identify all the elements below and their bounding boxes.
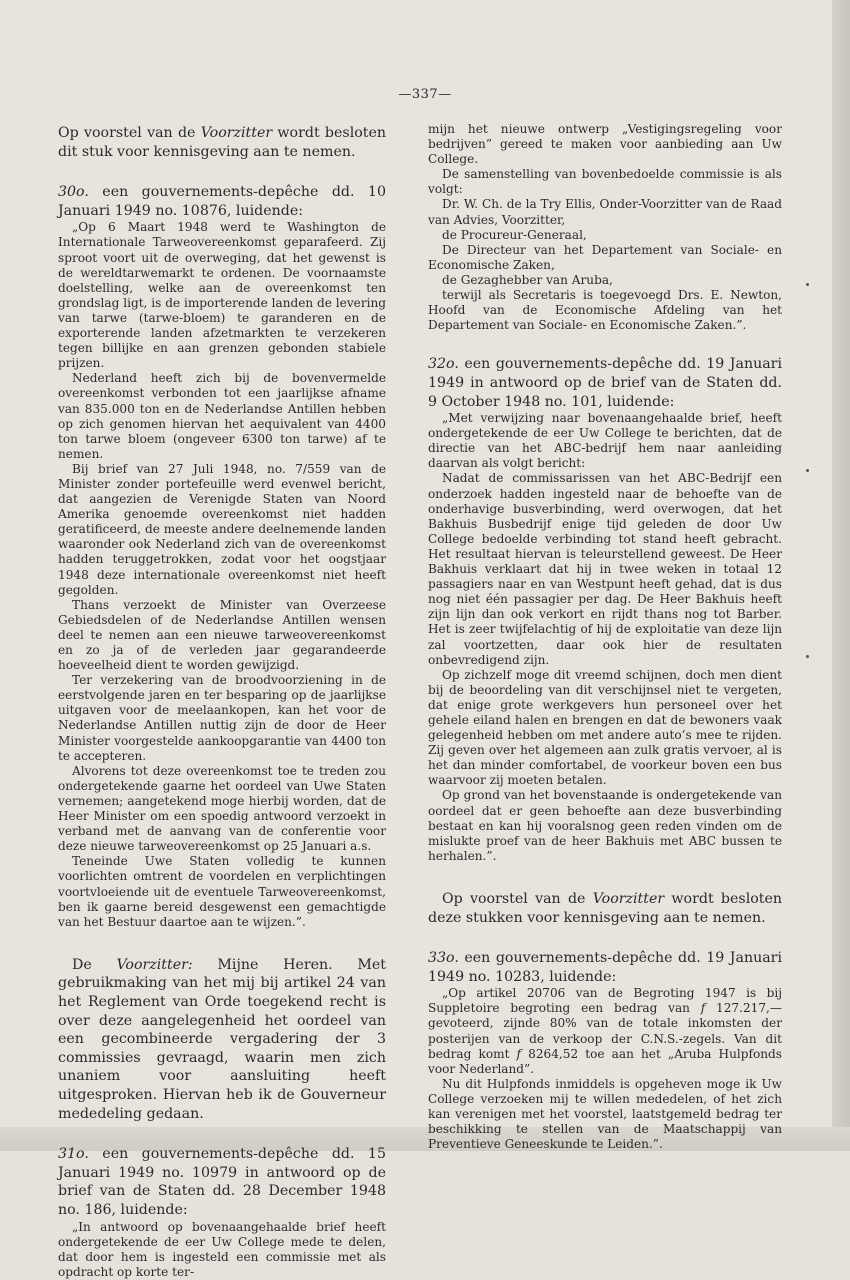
left-paragraph-9: Teneinde Uwe Staten volledig te kunnen voorlichten omtrent de voordelen en verplichtingen voortvloeiende uit de eventuele Tarweovereenkomst, ben ik gaarne bereid desgewenst een gemachtigde van het Bestuur daartoe aan te wijzen.”.: [58, 854, 386, 929]
left-paragraph-7: Ter verzekering van de broodvoorziening in de eerstvolgende jaren en ter besparing op de jaarlijkse uitgaven voor de meelaankopen, kan het voor de Nederlandse Antillen nuttig zijn de door de Heer Minister voorgestelde aankoopgarantie van 4400 ton te accepteren.: [58, 673, 386, 763]
right-paragraph-7: terwijl als Secretaris is toegevoegd Drs. E. Newton, Hoofd van de Economische Afdeling van het Departement van Sociale- en Economische Zaken.”.: [428, 288, 782, 333]
left-paragraph-8: Alvorens tot deze overeenkomst toe te treden zou ondergetekende gaarne het oordeel van Uwe Staten vernemen; aangetekend moge hierbij worden, dat de Heer Minister om een spoedig antwoord verzoekt in verband met de aanvang van de conferentie voor deze nieuwe tarweovereenkomst op 25 Januari a.s.: [58, 763, 386, 854]
speck-mark: [806, 469, 809, 472]
right-paragraph-6: de Gezaghebber van Aruba,: [442, 272, 613, 287]
left-paragraph-4: Nederland heeft zich bij de bovenvermelde overeenkomst verbonden tot een jaarlijkse afname van 835.000 ton en de Nederlandse Antillen hebben op zich genomen hiervan het aequivalent van 4400 ton tarwe bloem (ongeveer 6300 ton tarwe) af te nemen.: [58, 371, 386, 461]
right-paragraph-12: Op grond van het bovenstaande is ondergetekende van oordeel dat er geen behoefte aan deze busverbinding bestaat en kan hij vooralsnog geen reden vinden om de mislukte proef van de heer Bakhuis met ABC bussen te herhalen.”.: [428, 788, 782, 863]
speck-mark: [806, 655, 809, 658]
left-paragraph-11: 31o. een gouvernements-depêche dd. 15 Januari 1949 no. 10979 in antwoord op de brief van de Staten dd. 28 December 1948 no. 186, luidende:: [58, 1146, 386, 1218]
left-paragraph-3: „Op 6 Maart 1948 werd te Washington de Internationale Tarweovereenkomst geparafeerd. Zij sproot voort uit de overweging, dat het gewenst is de wereldtarwemarkt te ordenen. De voornaamste doelstelling, welke aan de overeenkomst ten grondslag ligt, is de importerende landen de levering van tarwe (tarwe-bloem) te garanderen en de exporterende landen afzetmarkten te verzekeren tegen billijke en aan grenzen gebonden stabiele prijzen.: [58, 220, 386, 371]
left-paragraph-10: De Voorzitter: Mijne Heren. Met gebruikmaking van het mij bij artikel 24 van het Reglement van Orde toegekend recht is over deze aangelegenheid het oordeel van een gecombineerde vergadering der 3 commissies gevraagd, waarin men zich unaniem voor aansluiting heeft uitgesproken. Hiervan heb ik de Gouverneur mededeling gedaan.: [58, 956, 387, 1122]
left-paragraph-12: „In antwoord op bovenaangehaalde brief heeft ondergetekende de eer Uw College mede te delen, dat door hem is ingesteld een commissie met als opdracht op korte ter-: [58, 1219, 386, 1279]
left-column: [58, 124, 386, 1280]
page-edge-shadow: [832, 0, 850, 1151]
speck-mark: [806, 283, 809, 286]
left-paragraph-6: Thans verzoekt de Minister van Overzeese Gebiedsdelen of de Nederlandse Antillen wensen deel te nemen aan een nieuwe tarweovereenkomst en zo ja of de verleden jaar gegarandeerde hoeveelheid dient te worden gewijzigd.: [58, 597, 386, 673]
right-paragraph-16: Nu dit Hulpfonds inmiddels is opgeheven moge ik Uw College verzoeken mij te willen mededelen, of het zich kan verenigen met het voorstel, laatstgemeld bedrag ter beschikking te stellen van de Maatschappij van Preventieve Geneeskunde te Leiden.”.: [428, 1076, 782, 1152]
left-paragraph-5: Bij brief van 27 Juli 1948, no. 7/559 van de Minister zonder portefeuille werd evenwel bericht, dat aangezien de Verenigde Staten van Noord Amerika genoemde overeenkomst niet hadden geratificeerd, de meeste andere deelnemende landen waaronder ook Nederland zich van de overeenkomst hadden teruggetrokken, zodat voor het oogstjaar 1948 deze internationale overeenkomst niet heeft gegolden.: [58, 461, 386, 597]
right-paragraph-13: Op voorstel van de Voorzitter wordt besloten deze stukken voor kennisgeving aan te nemen.: [428, 890, 783, 926]
right-paragraph-8: 32o. een gouvernements-depêche dd. 19 Januari 1949 in antwoord op de brief van de Staten dd. 9 October 1948 no. 101, luidende:: [428, 356, 782, 410]
right-paragraph-4: de Procureur-Generaal,: [442, 227, 587, 242]
right-column: [428, 122, 782, 1152]
right-paragraph-15: „Op artikel 20706 van de Begroting 1947 is bij Suppletoire begroting een bedrag van f 127.217,— gevoteerd, zijnde 80% van de totale inkomsten der posterijen van de verkoop der C.N.S.-zegels. Van dit bedrag komt f 8264,52 toe aan het „Aruba Hulpfonds voor Nederland”.: [428, 986, 782, 1076]
right-paragraph-3: Dr. W. Ch. de la Try Ellis, Onder-Voorzitter van de Raad van Advies, Voorzitter,: [428, 197, 782, 227]
right-paragraph-2: De samenstelling van bovenbedoelde commissie is als volgt:: [428, 167, 782, 197]
right-paragraph-5: De Directeur van het Departement van Sociale- en Economische Zaken,: [428, 242, 782, 272]
right-paragraph-14: 33o. een gouvernements-depêche dd. 19 Januari 1949 no. 10283, luidende:: [428, 950, 782, 985]
right-paragraph-11: Op zichzelf moge dit vreemd schijnen, doch men dient bij de beoordeling van dit verschijnsel niet te vergeten, dat enige grote werkgevers hun personeel over het gehele eiland halen en brengen en dat de bewoners vaak gelegenheid hebben om met andere auto’s mee te rijden. Zij geven over het algemeen aan zulk gratis vervoer, al is het dan minder comfortabel, de voorkeur boven een bus waarvoor zij moeten betalen.: [428, 667, 782, 788]
right-paragraph-9: „Met verwijzing naar bovenaangehaalde brief, heeft ondergetekende de eer Uw College te berichten, dat de directie van het ABC-bedrijf hem naar aanleiding daarvan als volgt bericht:: [428, 411, 782, 471]
page-number: —337—: [398, 87, 452, 102]
left-paragraph-2: 30o. een gouvernements-depêche dd. 10 Januari 1949 no. 10876, luidende:: [58, 184, 386, 219]
left-paragraph-1: Op voorstel van de Voorzitter wordt besloten dit stuk voor kennisgeving aan te nemen.: [58, 125, 387, 160]
right-paragraph-10: Nadat de commissarissen van het ABC-Bedrijf een onderzoek hadden ingesteld naar de behoefte van de onderhavige busverbinding, werd overwogen, dat het Bakhuis Busbedrijf enige tijd geleden de door Uw College bedoelde verbinding tot stand heeft gebracht. Het resultaat hiervan is teleurstellend geweest. De Heer Bakhuis verklaart dat hij in twee weken in totaal 12 passagiers naar en van Westpunt heeft gehad, dat is dus nog niet één passagier per dag. De Heer Bakhuis heeft zijn lijn dan ook verkort en rijdt thans nog tot Barber. Het is zeer twijfelachtig of hij de exploitatie van deze lijn zal voortzetten, daar ook hier de resultaten onbevredigend zijn.: [428, 471, 782, 667]
right-paragraph-1: mijn het nieuwe ontwerp „Vestigingsregeling voor bedrijven” gereed te maken voor aanbieding aan Uw College.: [428, 122, 782, 167]
